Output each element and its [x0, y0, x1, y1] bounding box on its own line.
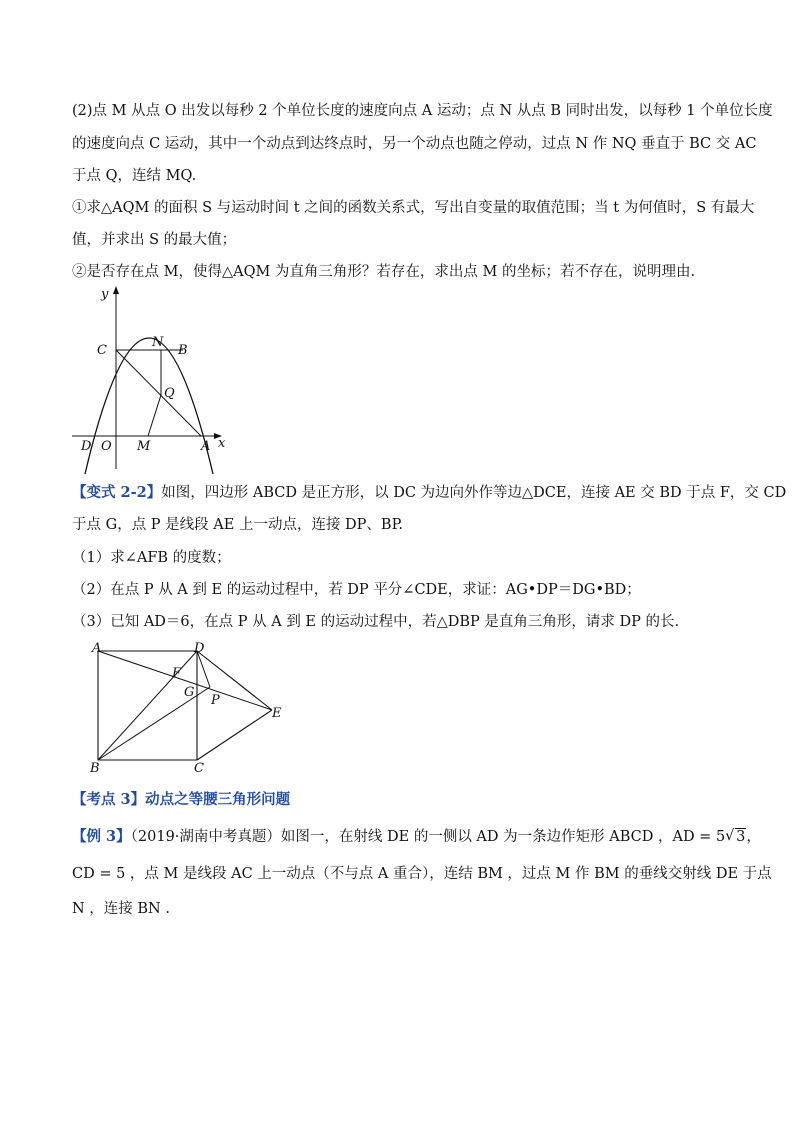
y-axis-arrow	[113, 286, 119, 294]
example-text-1: （2019·湖南中考真题）如图一，在射线 DE 的一侧以 AD 为一条边作矩形 ABCD ，AD = 5	[130, 829, 726, 845]
parabola-figure	[70, 284, 240, 474]
example-tag: 【例 3】	[72, 828, 131, 845]
segment-ae	[98, 651, 272, 710]
variant-question-3: （3）已知 AD＝6，在点 P 从 A 到 E 的运动过程中，若△DBP 是直角三角形，请求 DP 的长.	[72, 614, 680, 630]
variant-text-1: 如图，四边形 ABCD 是正方形，以 DC 为边向外作等边△DCE，连接 AE 交 BD 于点 F，交 CD	[161, 485, 787, 501]
label-d: D	[81, 439, 92, 454]
segment-ca	[116, 350, 201, 436]
label-c2: C	[194, 761, 204, 775]
question-1-line1: ①求△AQM 的面积 S 与运动时间 t 之间的函数关系式，写出自变量的取值范围；当 t 为何值时，S 有最大	[72, 200, 755, 216]
sqrt-3: √ 3	[725, 828, 746, 845]
label-n: N	[152, 335, 164, 350]
variant-tag: 【变式 2-2】	[72, 484, 162, 501]
label-b2: B	[90, 761, 100, 775]
variant-question-2: （2）在点 P 从 A 到 E 的运动过程中，若 DP 平分∠CDE，求证：AG•DP＝DG•BD；	[72, 582, 641, 598]
label-p: P	[211, 693, 220, 708]
variant-question-1: （1）求∠AFB 的度数；	[72, 550, 231, 566]
label-y: y	[101, 287, 109, 302]
segment-de	[197, 651, 272, 710]
label-m: M	[137, 439, 151, 454]
label-f: F	[172, 666, 182, 681]
example-line3: N ，连接 BN .	[72, 901, 170, 917]
segment-qm	[148, 395, 161, 436]
example-line2: CD = 5 ，点 M 是线段 AC 上一动点（不与点 A 重合），连结 BM ，过点 M 作 BM 的垂线交射线 DE 于点	[72, 866, 772, 882]
example-text-1b: ，	[746, 829, 761, 845]
example-line1	[72, 827, 761, 847]
variant-line2: 于点 G，点 P 是线段 AE 上一动点，连接 DP、BP.	[72, 517, 404, 533]
kaodian-heading	[72, 790, 732, 810]
label-d2: D	[194, 641, 205, 656]
segment-ce	[197, 710, 272, 760]
label-q: Q	[164, 386, 175, 401]
kaodian-title: 动点之等腰三角形问题	[145, 791, 291, 808]
part2-line2: 的速度向点 C 运动，其中一个动点到达终点时，另一个动点也随之停动，过点 N 作 NQ 垂直于 BC 交 AC	[72, 136, 757, 152]
label-a: A	[201, 439, 211, 454]
label-g: G	[184, 685, 195, 700]
part2-line1: (2)点 M 从点 O 出发以每秒 2 个单位长度的速度向点 A 运动；点 N 从点 B 同时出发，以每秒 1 个单位长度	[72, 103, 773, 119]
question-1-line2: 值，并求出 S 的最大值；	[72, 232, 237, 248]
kaodian-tag: 【考点 3】	[72, 791, 146, 808]
label-b: B	[178, 343, 188, 358]
square-figure	[86, 640, 296, 775]
part2-line3: 于点 Q，连结 MQ.	[72, 168, 197, 184]
sqrt-arg: 3	[736, 829, 746, 845]
label-o: O	[101, 439, 112, 454]
label-a2: A	[92, 641, 102, 656]
label-e: E	[272, 706, 282, 721]
variant-line1	[72, 483, 787, 503]
label-x: x	[218, 436, 226, 451]
question-2: ②是否存在点 M，使得△AQM 为直角三角形？若存在，求出点 M 的坐标；若不存在，说明理由.	[72, 264, 696, 280]
label-c: C	[97, 343, 107, 358]
